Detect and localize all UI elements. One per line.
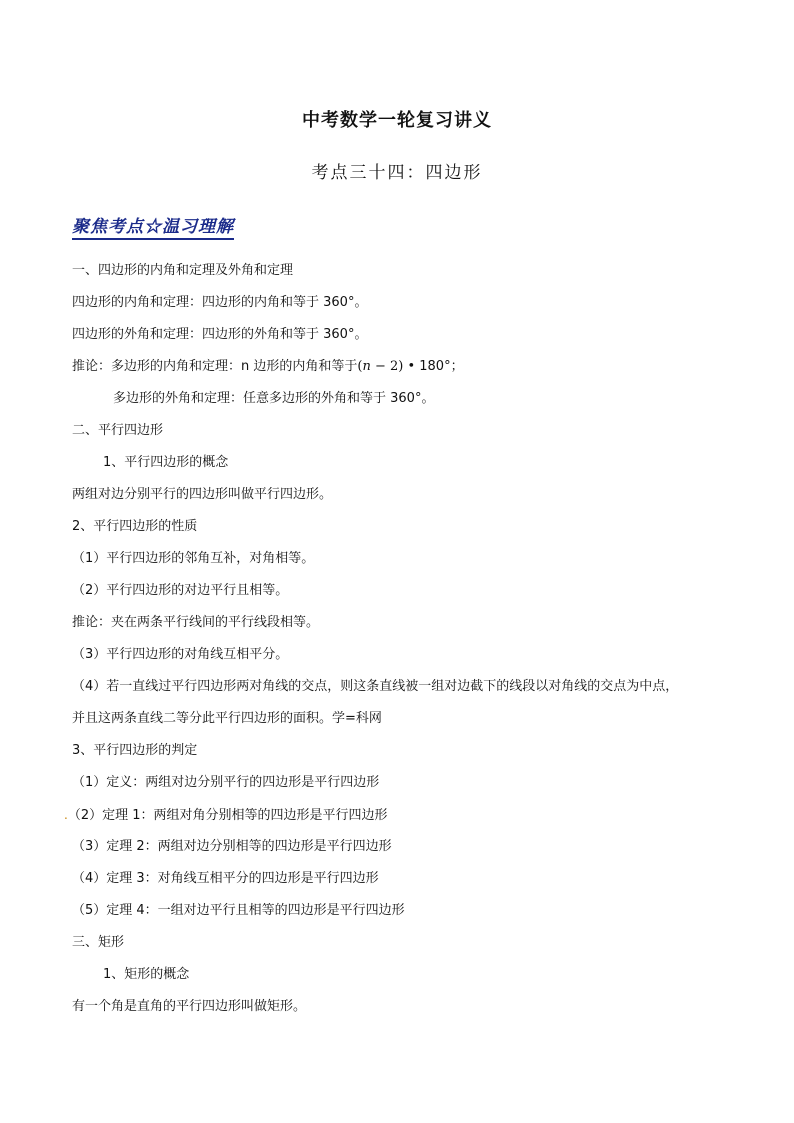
formula-open-paren: ( [357,359,363,374]
text-segment: （2）定理 1：两组对角分别相等的四边形是平行四边形 [67,808,388,823]
formula [357,359,419,374]
bullet-dot-icon: . [64,808,68,822]
formula-minus: − 2) • [370,359,420,374]
heading-parallelogram: 二、平行四边形 [72,423,164,438]
text-line: （3）定理 2：两组对边分别相等的四边形是平行四边形 [72,839,392,854]
heading-quadrilateral-angles: 一、四边形的内角和定理及外角和定理 [72,263,294,278]
text-line-corollary [72,358,464,376]
text-line: 四边形的外角和定理：四边形的外角和等于 360°。 [72,327,368,342]
text-line: 推论：夹在两条平行线间的平行线段相等。 [72,615,320,630]
text-segment: 180°； [419,359,464,374]
heading-rectangle: 三、矩形 [72,935,125,950]
text-line: （2）平行四边形的对边平行且相等。 [72,583,289,598]
text-line: 并且这两条直线二等分此平行四边形的面积。学=科网 [72,711,382,726]
subheading-criteria: 3、平行四边形的判定 [72,743,198,758]
subheading-rectangle-concept: 1、矩形的概念 [103,967,190,982]
text-line: 多边形的外角和定理：任意多边形的外角和等于 360°。 [113,391,435,406]
text-line: （4）若一直线过平行四边形两对角线的交点，则这条直线被一组对边截下的线段以对角线的交点为中点， [72,679,679,694]
text-line: （3）平行四边形的对角线互相平分。 [72,647,289,662]
text-line: 两组对边分别平行的四边形叫做平行四边形。 [72,487,333,502]
text-segment: 推论：多边形的内角和定理：n 边形的内角和等于 [72,359,358,374]
subheading-properties: 2、平行四边形的性质 [72,519,198,534]
section-heading: 聚焦考点☆温习理解 [72,212,234,240]
subheading-concept: 1、平行四边形的概念 [103,455,229,470]
text-line: 四边形的内角和定理：四边形的内角和等于 360°。 [72,295,368,310]
text-line: （1）定义：两组对边分别平行的四边形是平行四边形 [72,775,380,790]
text-line: （4）定理 3：对角线互相平分的四边形是平行四边形 [72,871,379,886]
text-line: 有一个角是直角的平行四边形叫做矩形。 [72,999,307,1014]
text-line: （5）定理 4：一组对边平行且相等的四边形是平行四边形 [72,903,405,918]
page-title: 中考数学一轮复习讲义 [302,110,492,131]
text-line: （1）平行四边形的邻角互补，对角相等。 [72,551,315,566]
formula-variable: n [362,359,371,374]
text-line [64,806,388,825]
page-subtitle: 考点三十四：四边形 [311,163,483,183]
